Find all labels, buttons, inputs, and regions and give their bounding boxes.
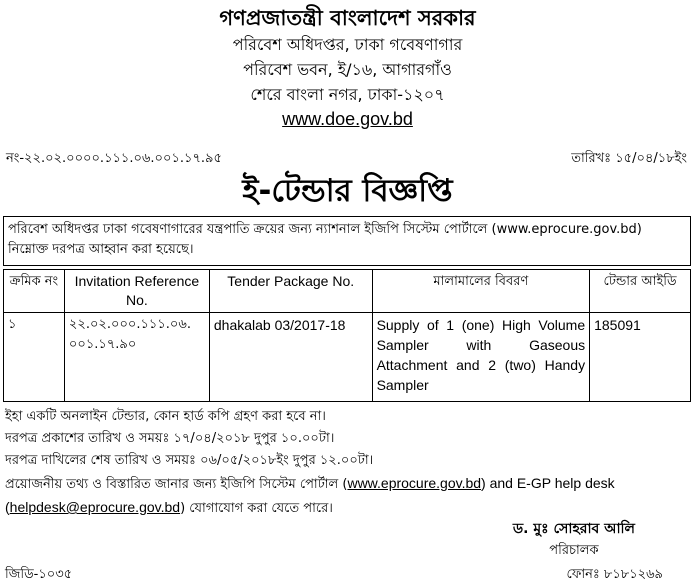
footer-code: জিডি-১০৩৫ bbox=[5, 567, 73, 582]
col-header-tender-id: টেন্ডার আইডি bbox=[590, 270, 691, 313]
note-contact-suffix: ) and E-GP help desk bbox=[481, 475, 615, 491]
letterhead bbox=[0, 4, 695, 132]
note-online-only: ইহা একটি অনলাইন টেন্ডার, কোন হার্ড কপি গ্রহণ করা হবে না। bbox=[5, 409, 326, 424]
department-name: পরিবেশ অধিদপ্তর, ঢাকা গবেষণাগার bbox=[232, 35, 463, 54]
tender-table bbox=[3, 269, 691, 402]
intro-text: পরিবেশ অধিদপ্তর ঢাকা গবেষণাগারের যন্ত্রপাতি ক্রয়ের জন্য ন্যাশনাল ইজিপি সিস্টেম পোর্টালে (www.eprocure.gov.bd) নিম্নোক্ত দরপত্র আহ্বান করা হয়েছে। bbox=[3, 216, 691, 266]
signatory-designation: পরিচালক bbox=[549, 543, 599, 558]
note-submission-deadline: দরপত্র দাখিলের শেষ তারিখ ও সময়ঃ ০৬/০৫/২০১৮ইং দুপুর ১২.০০টা। bbox=[5, 453, 374, 468]
note-publish-date: দরপত্র প্রকাশের তারিখ ও সময়ঃ ১৭/০৪/২০১৮ দুপুর ১০.০০টা। bbox=[5, 431, 335, 446]
col-header-serial: ক্রমিক নং bbox=[4, 270, 65, 313]
col-header-package-no: Tender Package No. bbox=[209, 270, 372, 313]
memo-reference: নং-২২.০২.০০০০.১১১.০৬.০০১.১৭.৯৫ bbox=[6, 151, 222, 166]
col-header-invitation-ref: Invitation Reference No. bbox=[64, 270, 209, 313]
notes-section bbox=[5, 406, 691, 520]
cell-serial: ১ bbox=[4, 313, 65, 402]
eprocure-link[interactable]: www.eprocure.gov.bd bbox=[347, 475, 482, 491]
signature-block bbox=[513, 518, 635, 562]
table-header-row bbox=[4, 270, 691, 313]
signatory-name: ড. মুঃ সোহরাব আলি bbox=[512, 521, 635, 537]
cell-tender-id: 185091 bbox=[590, 313, 691, 402]
memo-date: তারিখঃ ১৫/০৪/১৮ইং bbox=[571, 151, 687, 166]
note-helpdesk-prefix: ( bbox=[5, 499, 10, 515]
note-helpdesk-suffix: ) যোগাযোগ করা যেতে পারে। bbox=[180, 501, 333, 516]
cell-invitation-ref: ২২.০২.০০০.১১১.০৬. ০০১.১৭.৯০ bbox=[64, 313, 209, 402]
address-line-1: পরিবেশ ভবন, ই/১৬, আগারগাঁও bbox=[243, 60, 452, 79]
col-header-description: মালামালের বিবরণ bbox=[372, 270, 590, 313]
government-title: গণপ্রজাতন্ত্রী বাংলাদেশ সরকার bbox=[219, 6, 476, 30]
notice-title: ই-টেন্ডার বিজ্ঞপ্তি bbox=[242, 173, 453, 209]
website-link[interactable]: www.doe.gov.bd bbox=[282, 109, 413, 129]
cell-description: Supply of 1 (one) High Volume Sampler with Gaseous Attachment and 2 (two) Handy Sampler bbox=[372, 313, 590, 402]
note-helpdesk-line bbox=[5, 496, 691, 520]
helpdesk-email-link[interactable]: helpdesk@eprocure.gov.bd bbox=[9, 499, 181, 515]
note-contact-prefix: প্রয়োজনীয় তথ্য ও বিস্তারিত জানার জন্য ইজিপি সিস্টেম পোর্টাল ( bbox=[5, 477, 348, 492]
cell-package-no: dhakalab 03/2017-18 bbox=[209, 313, 372, 402]
table-row bbox=[4, 313, 691, 402]
note-contact-line bbox=[5, 472, 691, 496]
address-line-2: শেরে বাংলা নগর, ঢাকা-১২০৭ bbox=[250, 85, 445, 104]
signatory-phone: ফোনঃ ৮১৮১২৬৯ bbox=[566, 567, 663, 582]
